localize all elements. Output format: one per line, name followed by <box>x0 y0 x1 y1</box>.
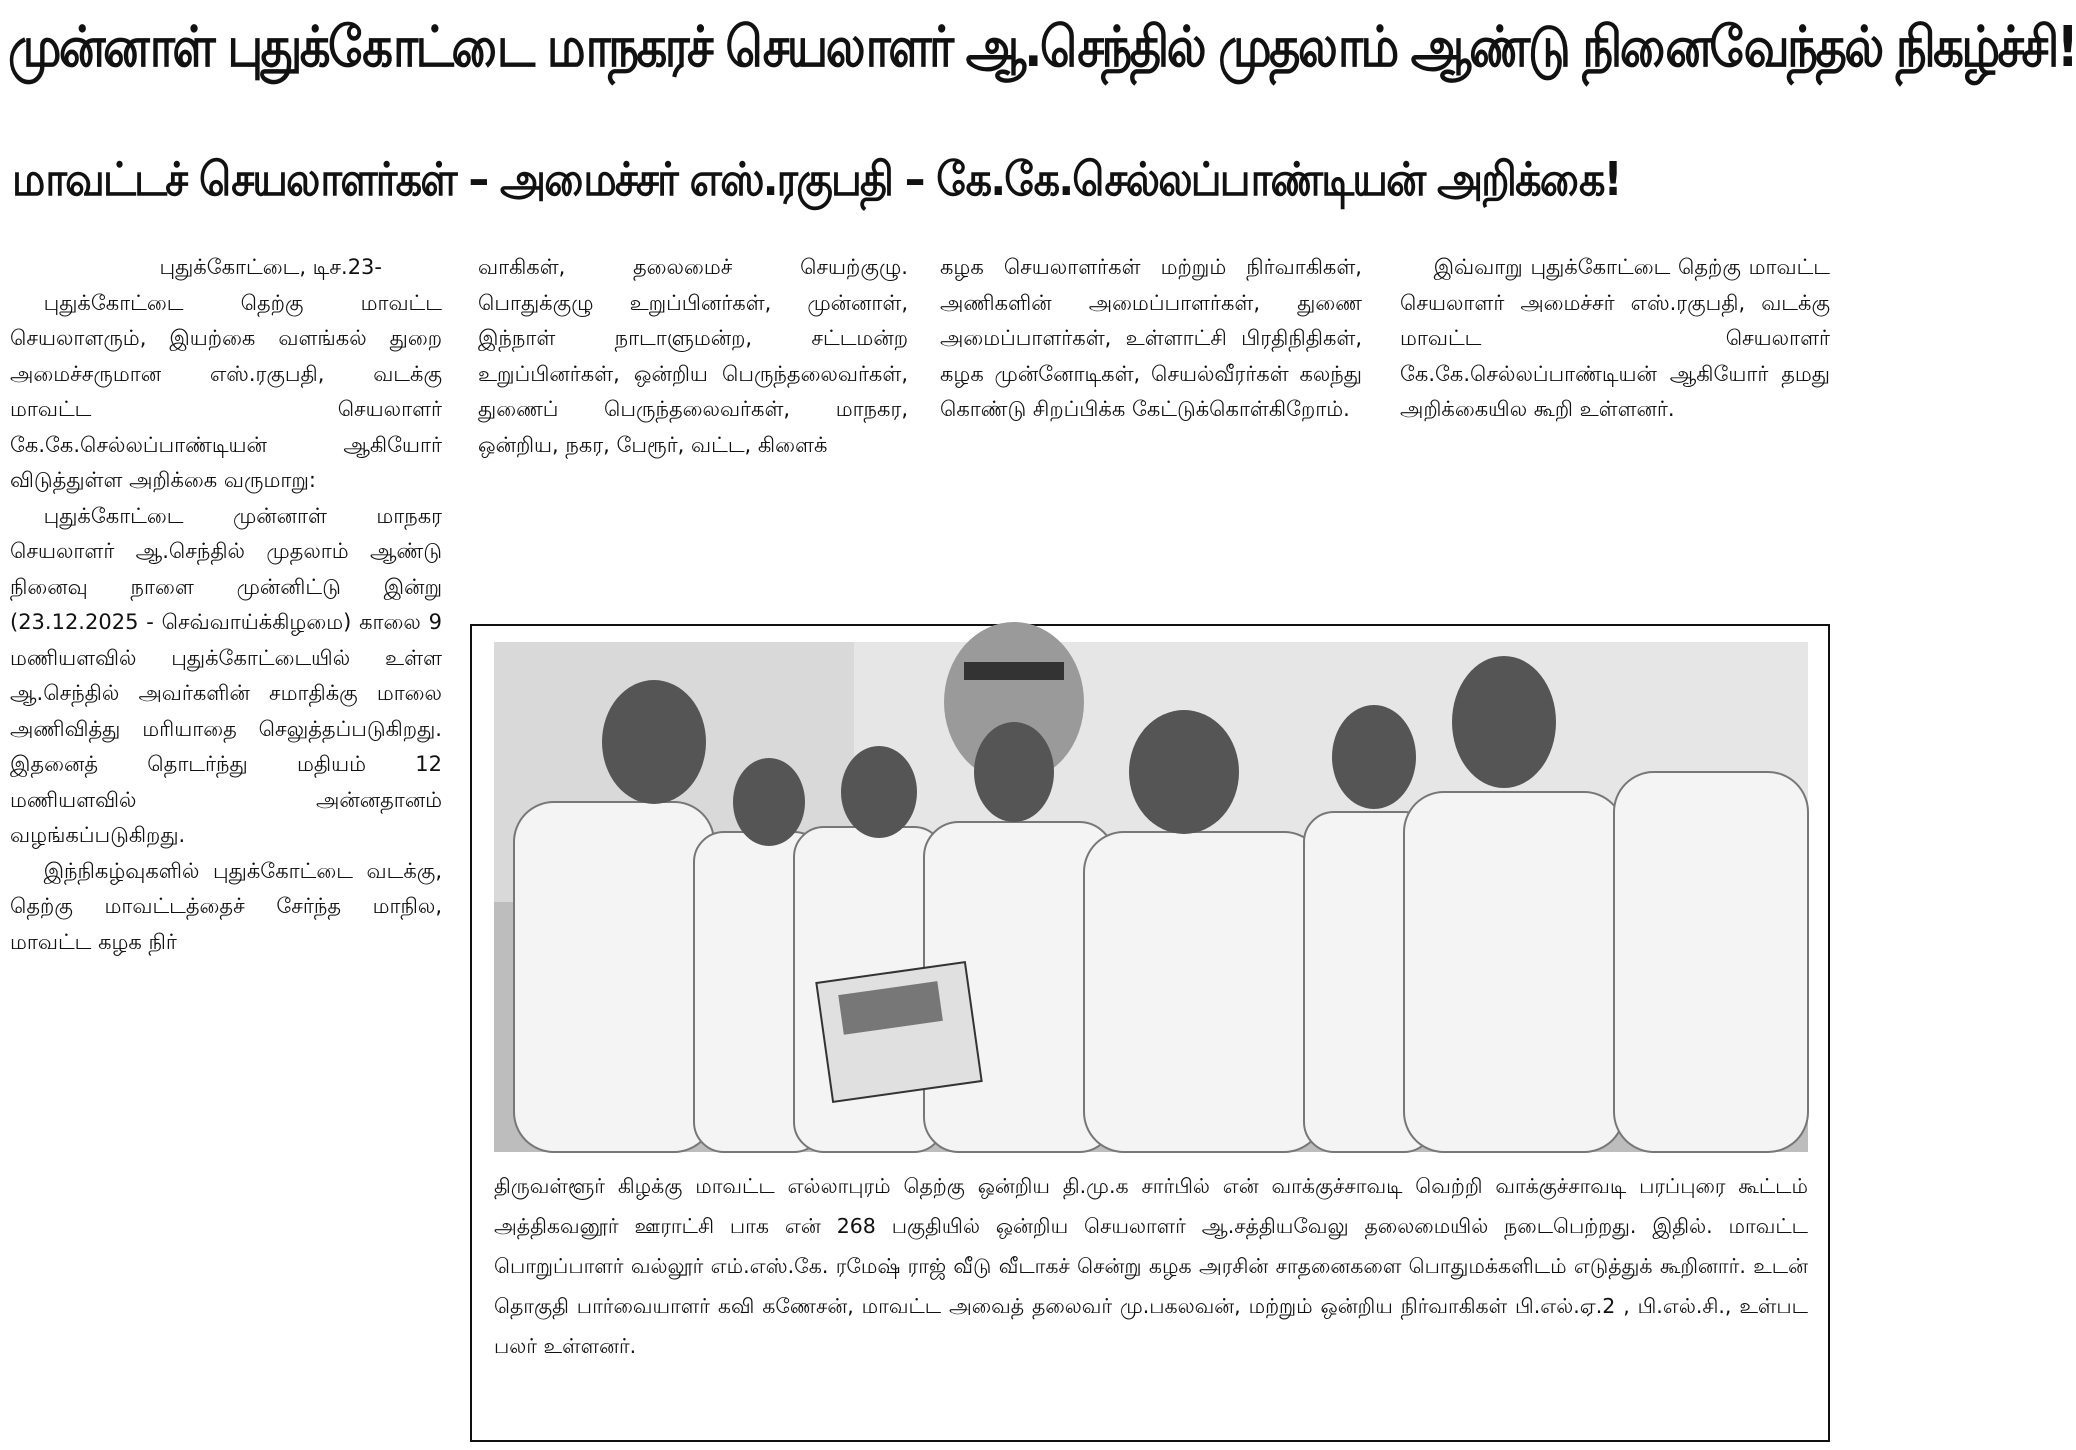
news-photo <box>494 642 1808 1152</box>
headline: முன்னாள் புதுக்கோட்டை மாநகரச் செயலாளர் ஆ.செந்தில் முதலாம் ஆண்டு நினைவேந்தல் நிகழ்ச்சி! <box>8 15 2076 80</box>
article-paragraph: புதுக்கோட்டை முன்னாள் மாநகர செயலாளர் ஆ.செந்தில் முதலாம் ஆண்டு நினைவு நாளை முன்னிட்டு இன்று (23.12.2025 - செவ்வாய்க்கிழமை) காலை 9 மணியளவில் புதுக்கோட்டையில் உள்ள ஆ.செந்தில் அவர்களின் சமாதிக்கு மாலை அணிவித்து மரியாதை செலுத்தப்படுகிறது. இதனைத் தொடர்ந்து மதியம் 12 மணியளவில் அன்னதானம் வழங்கப்படுகிறது. <box>10 503 442 847</box>
dateline: புதுக்கோட்டை, டிச.23- <box>159 255 382 279</box>
article-paragraph: புதுக்கோட்டை தெற்கு மாவட்ட செயலாளரும், இயற்கை வளங்கல் துறை அமைச்சருமான எஸ்.ரகுபதி, வடக்கு மாவட்ட செயலாளர் கே.கே.செல்லப்பாண்டியன் ஆகியோர் விடுத்துள்ள அறிக்கை வருமாறு: <box>10 290 442 492</box>
article-paragraph: இந்நிகழ்வுகளில் புதுக்கோட்டை வடக்கு, தெற்கு மாவட்டத்தைச் சேர்ந்த மாநில, மாவட்ட கழக நிர் <box>10 858 442 954</box>
article-column-3 <box>940 250 1362 596</box>
news-photo-illustration <box>494 642 1808 1152</box>
article-paragraph: கழக செயலாளர்கள் மற்றும் நிர்வாகிகள், அணிகளின் அமைப்பாளர்கள், துணை அமைப்பாளர்கள், உள்ளாட்சி பிரதிநிதிகள், கழக முன்னோடிகள், செயல்வீரர்கள் கலந்து கொண்டு சிறப்பிக்க கேட்டுக்கொள்கிறோம். <box>940 255 1362 421</box>
article-column-1 <box>10 250 442 1445</box>
photo-box <box>470 624 1830 1442</box>
photo-caption: திருவள்ளூர் கிழக்கு மாவட்ட எல்லாபுரம் தெற்கு ஒன்றிய தி.மு.க சார்பில் என் வாக்குச்சாவடி வெற்றி வாக்குச்சாவடி பரப்புரை கூட்டம் அத்திகவனூர் ஊராட்சி பாக என் 268 பகுதியில் ஒன்றிய செயலாளர் ஆ.சத்தியவேலு தலைமையில் நடைபெற்றது. இதில். மாவட்ட பொறுப்பாளர் வல்லூர் எம்.எஸ்.கே. ரமேஷ் ராஜ் வீடு வீடாகச் சென்று கழக அரசின் சாதனைகளை பொதுமக்களிடம் எடுத்துக் கூறினார். உடன் தொகுதி பார்வையாளர் கவி கணேசன், மாவட்ட அவைத் தலைவர் மு.பகலவன், மற்றும் ஒன்றிய நிர்வாகிகள் பி.எல்.ஏ.2 , பி.எல்.சி., உள்பட பலர் உள்ளனர். <box>494 1174 1809 1358</box>
article-column-4 <box>1400 250 1830 596</box>
article-paragraph: வாகிகள், தலைமைச் செயற்குழு. பொதுக்குழு உறுப்பினர்கள், முன்னாள், இந்நாள் நாடாளுமன்ற, சட்டமன்ற உறுப்பினர்கள், ஒன்றிய பெருந்தலைவர்கள், துணைப் பெருந்தலைவர்கள், மாநகர, ஒன்றிய, நகர, பேரூர், வட்ட, கிளைக் <box>478 255 908 457</box>
article-column-2 <box>478 250 908 596</box>
subheadline: மாவட்டச் செயலாளர்கள் – அமைச்சர் எஸ்.ரகுபதி – கே.கே.செல்லப்பாண்டியன் அறிக்கை! <box>12 152 1621 206</box>
article-paragraph: இவ்வாறு புதுக்கோட்டை தெற்கு மாவட்ட செயலாளர் அமைச்சர் எஸ்.ரகுபதி, வடக்கு மாவட்ட செயலாளர் கே.கே.செல்லப்பாண்டியன் ஆகியோர் தமது அறிக்கையில கூறி உள்ளனர். <box>1400 255 1830 421</box>
